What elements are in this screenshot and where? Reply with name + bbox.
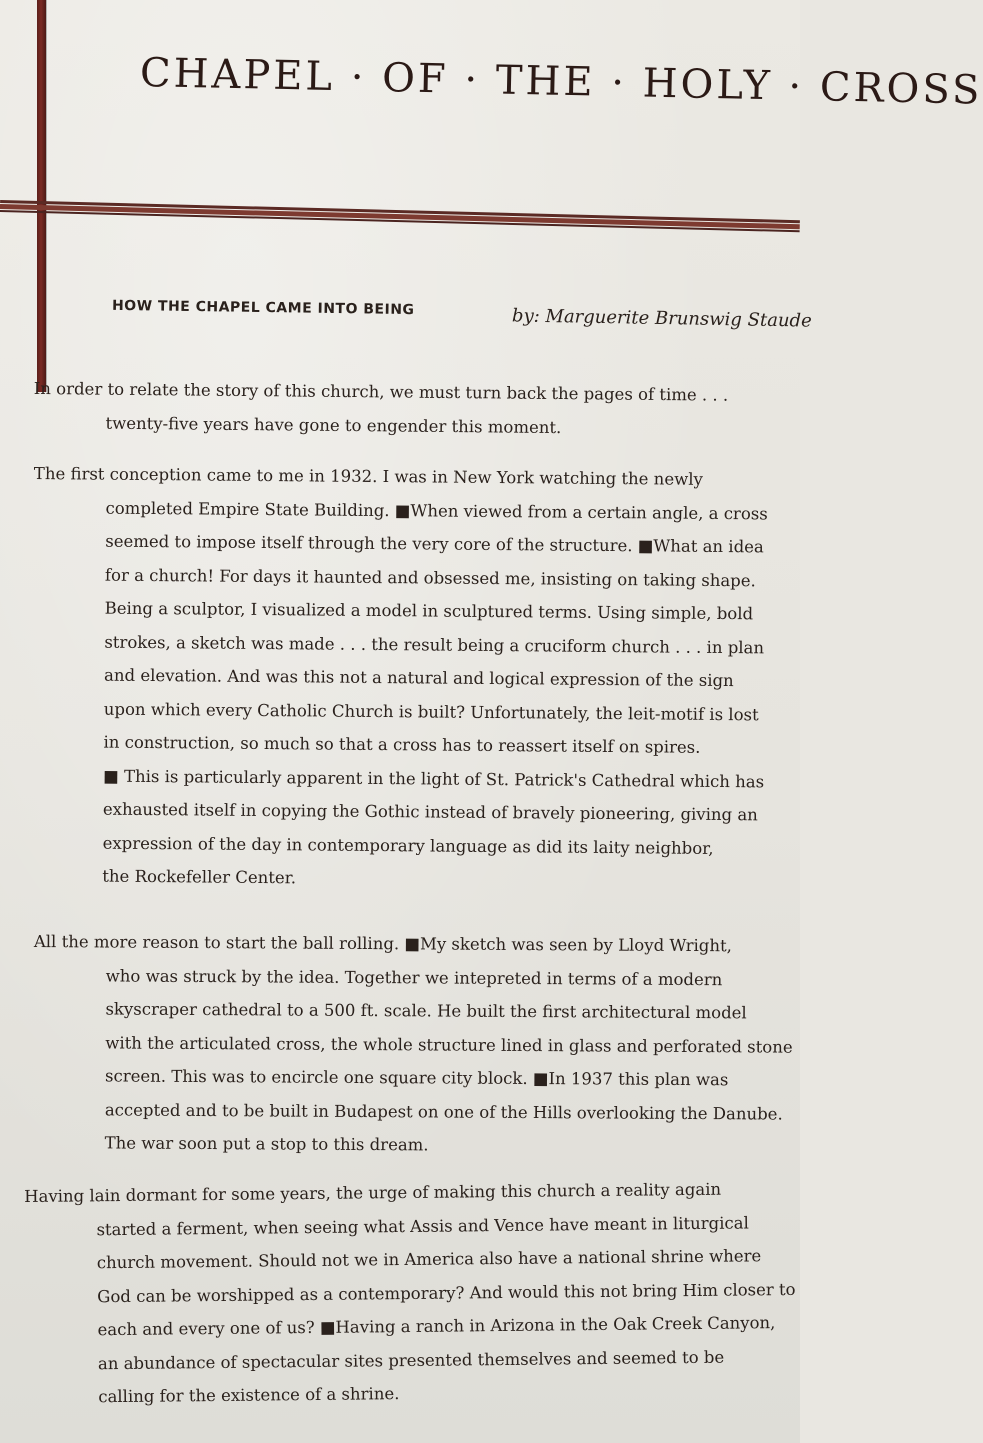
vertical-rule <box>37 0 46 392</box>
author-byline: by: Marguerite Brunswig Staude <box>511 305 812 332</box>
paragraph-line: an abundance of spectacular sites presented themselves and seemed to be <box>97 1347 725 1373</box>
paragraph-line: the Rockefeller Center. <box>102 866 297 888</box>
section-heading: HOW THE CHAPEL CAME INTO BEING <box>111 297 415 319</box>
horizontal-rule <box>0 200 800 232</box>
paragraph-2 <box>30 457 774 899</box>
paragraph-line: expression of the day in contemporary language as did its laity neighbor, <box>102 833 714 858</box>
paragraph-line: God can be worshipped as a contemporary? And would this not bring Him closer to <box>97 1279 796 1306</box>
paragraph-line: seemed to impose itself through the very core of the structure. ■What an idea <box>105 531 764 557</box>
paragraph-line: for a church! For days it haunted and obsessed me, insisting on taking shape. <box>104 565 756 590</box>
paragraph-line: strokes, a sketch was made . . . the result being a cruciform church . . . in plan <box>104 632 765 657</box>
paragraph-line: upon which every Catholic Church is built? Unfortunately, the leit-motif is lost <box>103 699 759 724</box>
paragraph-1 <box>33 372 774 446</box>
paragraph-line: All the more reason to start the ball rolling. ■My sketch was seen by Lloyd Wright, <box>33 931 732 956</box>
paragraph-line: twenty-five years have gone to engender this moment. <box>105 413 562 437</box>
paragraph-line: exhausted itself in copying the Gothic instead of bravely pioneering, giving an <box>102 799 758 825</box>
paragraph-line: started a ferment, when seeing what Assis and Vence have meant in liturgical <box>96 1212 749 1239</box>
paragraph-line: church movement. Should not we in America also have a national shrine where <box>96 1246 762 1273</box>
paragraph-line: and elevation. And was this not a natural and logical expression of the sign <box>104 665 734 691</box>
paragraph-3 <box>33 925 793 1164</box>
paragraph-line: completed Empire State Building. ■When viewed from a certain angle, a cross <box>105 498 768 523</box>
paragraph-line: screen. This was to encircle one square city block. ■In 1937 this plan was <box>105 1066 729 1090</box>
paragraph-line: The first conception came to me in 1932. I was in New York watching the newly <box>33 463 703 489</box>
paragraph-line: who was struck by the idea. Together we intepreted in terms of a modern <box>105 965 723 989</box>
paragraph-line: Having lain dormant for some years, the urge of making this church a reality again <box>24 1179 722 1206</box>
paragraph-line: calling for the existence of a shrine. <box>98 1384 400 1407</box>
paragraph-line: in construction, so much so that a cross has to reassert itself on spires. <box>103 732 701 757</box>
paragraph-line: accepted and to be built in Budapest on one of the Hills overlooking the Danube. <box>104 1099 783 1124</box>
paragraph-line: In order to relate the story of this church, we must turn back the pages of time . . . <box>33 378 729 405</box>
page-title: CHAPEL · OF · THE · HOLY · CROSS <box>139 50 983 114</box>
paragraph-line: each and every one of us? ■Having a ranch in Arizona in the Oak Creek Canyon, <box>97 1313 776 1340</box>
paragraph-line: skyscraper cathedral to a 500 ft. scale. He built the first architectural model <box>105 999 747 1023</box>
paragraph-line: with the articulated cross, the whole structure lined in glass and perforated stone <box>105 1032 793 1057</box>
paragraph-line: The war soon put a stop to this dream. <box>104 1133 429 1155</box>
paragraph-line: Being a sculptor, I visualized a model in sculptured terms. Using simple, bold <box>104 598 754 624</box>
paragraph-4 <box>24 1172 796 1414</box>
paragraph-line: ■ This is particularly apparent in the light of St. Patrick's Cathedral which has <box>103 766 765 791</box>
